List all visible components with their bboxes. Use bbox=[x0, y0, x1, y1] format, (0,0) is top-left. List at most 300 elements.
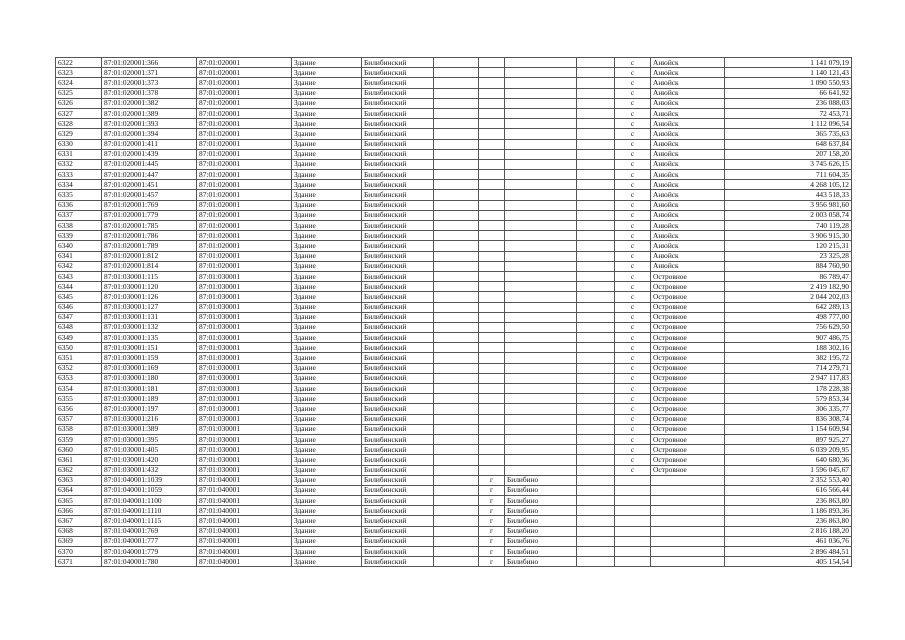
row-number-cell: 6346 bbox=[56, 302, 102, 312]
city-type-cell bbox=[479, 322, 505, 332]
city-name-cell: Билибино bbox=[505, 485, 577, 495]
settlement-name-cell bbox=[651, 516, 725, 526]
city-name-cell bbox=[505, 88, 577, 98]
empty-cell bbox=[577, 261, 615, 271]
cadastral-number-cell: 87:01:040001:1110 bbox=[102, 506, 197, 516]
city-name-cell bbox=[505, 58, 577, 68]
settlement-name-cell: Островное bbox=[651, 404, 725, 414]
cadastral-value-cell: 461 036,76 bbox=[725, 536, 852, 546]
row-number-cell: 6366 bbox=[56, 506, 102, 516]
settlement-type-cell: с bbox=[615, 139, 651, 149]
city-type-cell bbox=[479, 180, 505, 190]
city-name-cell: Билибино bbox=[505, 536, 577, 546]
settlement-name-cell bbox=[651, 485, 725, 495]
cadastral-number-cell: 87:01:030001:120 bbox=[102, 282, 197, 292]
cadastral-block-cell: 87:01:030001 bbox=[197, 465, 292, 475]
table-row bbox=[56, 455, 852, 465]
empty-cell bbox=[577, 292, 615, 302]
settlement-name-cell: Анюйск bbox=[651, 88, 725, 98]
settlement-name-cell bbox=[651, 506, 725, 516]
settlement-type-cell: с bbox=[615, 190, 651, 200]
cadastral-number-cell: 87:01:040001:1115 bbox=[102, 516, 197, 526]
table-row bbox=[56, 363, 852, 373]
row-number-cell: 6351 bbox=[56, 353, 102, 363]
empty-cell bbox=[434, 384, 479, 394]
cadastral-value-cell: 642 289,13 bbox=[725, 302, 852, 312]
cadastral-block-cell: 87:01:030001 bbox=[197, 292, 292, 302]
empty-cell bbox=[434, 159, 479, 169]
empty-cell bbox=[434, 475, 479, 485]
table-row bbox=[56, 190, 852, 200]
table-row bbox=[56, 261, 852, 271]
cadastral-block-cell: 87:01:040001 bbox=[197, 536, 292, 546]
empty-cell bbox=[434, 322, 479, 332]
empty-cell bbox=[577, 271, 615, 281]
cadastral-value-cell: 23 325,28 bbox=[725, 251, 852, 261]
cadastral-number-cell: 87:01:020001:371 bbox=[102, 68, 197, 78]
cadastral-block-cell: 87:01:040001 bbox=[197, 485, 292, 495]
settlement-name-cell: Островное bbox=[651, 434, 725, 444]
table-row bbox=[56, 302, 852, 312]
cadastral-block-cell: 87:01:040001 bbox=[197, 526, 292, 536]
cadastral-value-cell: 907 486,75 bbox=[725, 333, 852, 343]
cadastral-block-cell: 87:01:030001 bbox=[197, 322, 292, 332]
row-number-cell: 6367 bbox=[56, 516, 102, 526]
cadastral-value-cell: 2 044 202,03 bbox=[725, 292, 852, 302]
cadastral-block-cell: 87:01:040001 bbox=[197, 496, 292, 506]
object-type-cell: Здание bbox=[292, 129, 362, 139]
district-cell: Билибинский bbox=[362, 68, 434, 78]
settlement-name-cell: Островное bbox=[651, 455, 725, 465]
row-number-cell: 6340 bbox=[56, 241, 102, 251]
district-cell: Билибинский bbox=[362, 231, 434, 241]
empty-cell bbox=[434, 271, 479, 281]
city-name-cell bbox=[505, 231, 577, 241]
city-type-cell: г bbox=[479, 557, 505, 567]
city-type-cell bbox=[479, 414, 505, 424]
city-type-cell bbox=[479, 200, 505, 210]
row-number-cell: 6354 bbox=[56, 384, 102, 394]
city-type-cell: г bbox=[479, 536, 505, 546]
table-row bbox=[56, 343, 852, 353]
city-name-cell bbox=[505, 434, 577, 444]
settlement-name-cell: Анюйск bbox=[651, 221, 725, 231]
empty-cell bbox=[577, 343, 615, 353]
empty-cell bbox=[577, 251, 615, 261]
district-cell: Билибинский bbox=[362, 373, 434, 383]
object-type-cell: Здание bbox=[292, 485, 362, 495]
district-cell: Билибинский bbox=[362, 445, 434, 455]
district-cell: Билибинский bbox=[362, 506, 434, 516]
object-type-cell: Здание bbox=[292, 139, 362, 149]
cadastral-number-cell: 87:01:030001:126 bbox=[102, 292, 197, 302]
cadastral-block-cell: 87:01:030001 bbox=[197, 271, 292, 281]
empty-cell bbox=[434, 485, 479, 495]
row-number-cell: 6360 bbox=[56, 445, 102, 455]
empty-cell bbox=[434, 119, 479, 129]
city-name-cell bbox=[505, 404, 577, 414]
empty-cell bbox=[434, 241, 479, 251]
settlement-name-cell: Анюйск bbox=[651, 129, 725, 139]
district-cell: Билибинский bbox=[362, 526, 434, 536]
city-type-cell bbox=[479, 119, 505, 129]
empty-cell bbox=[577, 68, 615, 78]
empty-cell bbox=[577, 190, 615, 200]
empty-cell bbox=[434, 190, 479, 200]
cadastral-number-cell: 87:01:020001:786 bbox=[102, 231, 197, 241]
district-cell: Билибинский bbox=[362, 98, 434, 108]
settlement-name-cell: Островное bbox=[651, 292, 725, 302]
row-number-cell: 6331 bbox=[56, 149, 102, 159]
cadastral-value-cell: 1 596 045,67 bbox=[725, 465, 852, 475]
empty-cell bbox=[434, 261, 479, 271]
district-cell: Билибинский bbox=[362, 353, 434, 363]
district-cell: Билибинский bbox=[362, 475, 434, 485]
city-type-cell bbox=[479, 68, 505, 78]
table-row bbox=[56, 526, 852, 536]
district-cell: Билибинский bbox=[362, 496, 434, 506]
empty-cell bbox=[577, 139, 615, 149]
cadastral-number-cell: 87:01:030001:180 bbox=[102, 373, 197, 383]
table-row bbox=[56, 159, 852, 169]
district-cell: Билибинский bbox=[362, 455, 434, 465]
empty-cell bbox=[434, 312, 479, 322]
row-number-cell: 6359 bbox=[56, 434, 102, 444]
city-type-cell bbox=[479, 465, 505, 475]
settlement-type-cell: с bbox=[615, 241, 651, 251]
table-row bbox=[56, 445, 852, 455]
row-number-cell: 6334 bbox=[56, 180, 102, 190]
object-type-cell: Здание bbox=[292, 434, 362, 444]
cadastral-value-cell: 1 112 096,54 bbox=[725, 119, 852, 129]
empty-cell bbox=[434, 343, 479, 353]
city-name-cell bbox=[505, 78, 577, 88]
empty-cell bbox=[577, 180, 615, 190]
empty-cell bbox=[434, 496, 479, 506]
city-type-cell bbox=[479, 190, 505, 200]
object-type-cell: Здание bbox=[292, 506, 362, 516]
object-type-cell: Здание bbox=[292, 210, 362, 220]
empty-cell bbox=[577, 414, 615, 424]
object-type-cell: Здание bbox=[292, 547, 362, 557]
empty-cell bbox=[434, 465, 479, 475]
empty-cell bbox=[577, 516, 615, 526]
cadastral-block-cell: 87:01:040001 bbox=[197, 506, 292, 516]
city-name-cell bbox=[505, 343, 577, 353]
city-name-cell bbox=[505, 159, 577, 169]
object-type-cell: Здание bbox=[292, 180, 362, 190]
settlement-type-cell: с bbox=[615, 159, 651, 169]
city-name-cell bbox=[505, 129, 577, 139]
city-name-cell bbox=[505, 180, 577, 190]
empty-cell bbox=[434, 363, 479, 373]
row-number-cell: 6328 bbox=[56, 119, 102, 129]
empty-cell bbox=[577, 221, 615, 231]
cadastral-value-cell: 1 140 121,43 bbox=[725, 68, 852, 78]
settlement-type-cell: с bbox=[615, 384, 651, 394]
cadastral-value-cell: 2 352 553,40 bbox=[725, 475, 852, 485]
cadastral-block-cell: 87:01:030001 bbox=[197, 363, 292, 373]
empty-cell bbox=[577, 536, 615, 546]
district-cell: Билибинский bbox=[362, 363, 434, 373]
city-name-cell bbox=[505, 282, 577, 292]
empty-cell bbox=[434, 68, 479, 78]
settlement-type-cell: с bbox=[615, 363, 651, 373]
object-type-cell: Здание bbox=[292, 526, 362, 536]
table-row bbox=[56, 119, 852, 129]
settlement-type-cell: с bbox=[615, 251, 651, 261]
table-row bbox=[56, 394, 852, 404]
object-type-cell: Здание bbox=[292, 312, 362, 322]
cadastral-number-cell: 87:01:020001:769 bbox=[102, 200, 197, 210]
table-row bbox=[56, 241, 852, 251]
object-type-cell: Здание bbox=[292, 424, 362, 434]
cadastral-block-cell: 87:01:030001 bbox=[197, 333, 292, 343]
object-type-cell: Здание bbox=[292, 190, 362, 200]
cadastral-block-cell: 87:01:030001 bbox=[197, 455, 292, 465]
city-type-cell bbox=[479, 343, 505, 353]
cadastral-value-cell: 1 141 079,19 bbox=[725, 58, 852, 68]
settlement-name-cell: Островное bbox=[651, 445, 725, 455]
empty-cell bbox=[577, 322, 615, 332]
object-type-cell: Здание bbox=[292, 333, 362, 343]
row-number-cell: 6323 bbox=[56, 68, 102, 78]
cadastral-block-cell: 87:01:030001 bbox=[197, 424, 292, 434]
table-row bbox=[56, 58, 852, 68]
district-cell: Билибинский bbox=[362, 139, 434, 149]
cadastral-block-cell: 87:01:040001 bbox=[197, 475, 292, 485]
city-name-cell bbox=[505, 271, 577, 281]
empty-cell bbox=[577, 424, 615, 434]
cadastral-block-cell: 87:01:020001 bbox=[197, 129, 292, 139]
empty-cell bbox=[434, 302, 479, 312]
table-row bbox=[56, 547, 852, 557]
table-row bbox=[56, 353, 852, 363]
city-name-cell bbox=[505, 170, 577, 180]
cadastral-number-cell: 87:01:020001:451 bbox=[102, 180, 197, 190]
settlement-name-cell: Анюйск bbox=[651, 261, 725, 271]
settlement-type-cell: с bbox=[615, 200, 651, 210]
district-cell: Билибинский bbox=[362, 485, 434, 495]
settlement-type-cell: с bbox=[615, 119, 651, 129]
city-name-cell: Билибино bbox=[505, 557, 577, 567]
settlement-type-cell: с bbox=[615, 455, 651, 465]
row-number-cell: 6345 bbox=[56, 292, 102, 302]
cadastral-value-cell: 66 641,92 bbox=[725, 88, 852, 98]
city-type-cell bbox=[479, 78, 505, 88]
cadastral-number-cell: 87:01:040001:779 bbox=[102, 547, 197, 557]
settlement-type-cell bbox=[615, 506, 651, 516]
cadastral-number-cell: 87:01:020001:457 bbox=[102, 190, 197, 200]
cadastral-value-cell: 207 158,20 bbox=[725, 149, 852, 159]
table-row bbox=[56, 292, 852, 302]
row-number-cell: 6322 bbox=[56, 58, 102, 68]
empty-cell bbox=[434, 108, 479, 118]
settlement-type-cell: с bbox=[615, 333, 651, 343]
cadastral-block-cell: 87:01:040001 bbox=[197, 516, 292, 526]
empty-cell bbox=[577, 353, 615, 363]
empty-cell bbox=[577, 496, 615, 506]
cadastral-value-cell: 4 268 105,12 bbox=[725, 180, 852, 190]
settlement-type-cell: с bbox=[615, 353, 651, 363]
city-type-cell bbox=[479, 384, 505, 394]
object-type-cell: Здание bbox=[292, 536, 362, 546]
row-number-cell: 6350 bbox=[56, 343, 102, 353]
city-name-cell bbox=[505, 363, 577, 373]
table-row bbox=[56, 312, 852, 322]
row-number-cell: 6326 bbox=[56, 98, 102, 108]
settlement-name-cell: Островное bbox=[651, 465, 725, 475]
cadastral-value-cell: 236 088,03 bbox=[725, 98, 852, 108]
cadastral-number-cell: 87:01:020001:366 bbox=[102, 58, 197, 68]
table-row bbox=[56, 404, 852, 414]
settlement-name-cell: Островное bbox=[651, 363, 725, 373]
cadastral-number-cell: 87:01:020001:785 bbox=[102, 221, 197, 231]
empty-cell bbox=[577, 547, 615, 557]
empty-cell bbox=[434, 282, 479, 292]
district-cell: Билибинский bbox=[362, 414, 434, 424]
settlement-type-cell: с bbox=[615, 180, 651, 190]
city-type-cell bbox=[479, 139, 505, 149]
cadastral-block-cell: 87:01:020001 bbox=[197, 78, 292, 88]
row-number-cell: 6327 bbox=[56, 108, 102, 118]
district-cell: Билибинский bbox=[362, 129, 434, 139]
settlement-name-cell: Анюйск bbox=[651, 200, 725, 210]
table-row bbox=[56, 333, 852, 343]
cadastral-block-cell: 87:01:020001 bbox=[197, 170, 292, 180]
object-type-cell: Здание bbox=[292, 343, 362, 353]
city-name-cell bbox=[505, 241, 577, 251]
object-type-cell: Здание bbox=[292, 363, 362, 373]
city-name-cell: Билибино bbox=[505, 526, 577, 536]
cadastral-block-cell: 87:01:030001 bbox=[197, 394, 292, 404]
city-type-cell: г bbox=[479, 475, 505, 485]
settlement-type-cell: с bbox=[615, 58, 651, 68]
object-type-cell: Здание bbox=[292, 322, 362, 332]
city-name-cell bbox=[505, 302, 577, 312]
cadastral-block-cell: 87:01:020001 bbox=[197, 119, 292, 129]
cadastral-value-cell: 405 154,54 bbox=[725, 557, 852, 567]
city-name-cell bbox=[505, 353, 577, 363]
city-type-cell bbox=[479, 271, 505, 281]
city-type-cell: г bbox=[479, 547, 505, 557]
city-name-cell bbox=[505, 384, 577, 394]
cadastral-block-cell: 87:01:020001 bbox=[197, 159, 292, 169]
table-row bbox=[56, 465, 852, 475]
empty-cell bbox=[577, 485, 615, 495]
city-name-cell bbox=[505, 373, 577, 383]
settlement-name-cell bbox=[651, 496, 725, 506]
city-name-cell bbox=[505, 119, 577, 129]
object-type-cell: Здание bbox=[292, 149, 362, 159]
cadastral-block-cell: 87:01:020001 bbox=[197, 200, 292, 210]
table-row bbox=[56, 271, 852, 281]
cadastral-number-cell: 87:01:030001:216 bbox=[102, 414, 197, 424]
settlement-name-cell bbox=[651, 557, 725, 567]
district-cell: Билибинский bbox=[362, 149, 434, 159]
settlement-name-cell: Анюйск bbox=[651, 98, 725, 108]
table-row bbox=[56, 231, 852, 241]
object-type-cell: Здание bbox=[292, 475, 362, 485]
cadastral-number-cell: 87:01:030001:405 bbox=[102, 445, 197, 455]
cadastral-number-cell: 87:01:020001:812 bbox=[102, 251, 197, 261]
table-row bbox=[56, 282, 852, 292]
cadastral-block-cell: 87:01:040001 bbox=[197, 547, 292, 557]
settlement-type-cell: с bbox=[615, 149, 651, 159]
city-type-cell bbox=[479, 302, 505, 312]
city-name-cell bbox=[505, 261, 577, 271]
settlement-type-cell bbox=[615, 547, 651, 557]
empty-cell bbox=[577, 475, 615, 485]
cadastral-value-cell: 579 853,34 bbox=[725, 394, 852, 404]
settlement-name-cell: Анюйск bbox=[651, 108, 725, 118]
cadastral-block-cell: 87:01:020001 bbox=[197, 139, 292, 149]
table-row bbox=[56, 251, 852, 261]
settlement-type-cell: с bbox=[615, 343, 651, 353]
empty-cell bbox=[434, 547, 479, 557]
cadastral-block-cell: 87:01:020001 bbox=[197, 210, 292, 220]
settlement-name-cell: Анюйск bbox=[651, 210, 725, 220]
district-cell: Билибинский bbox=[362, 384, 434, 394]
city-type-cell bbox=[479, 333, 505, 343]
empty-cell bbox=[577, 231, 615, 241]
object-type-cell: Здание bbox=[292, 88, 362, 98]
empty-cell bbox=[434, 210, 479, 220]
cadastral-value-cell: 382 195,72 bbox=[725, 353, 852, 363]
empty-cell bbox=[434, 129, 479, 139]
city-type-cell bbox=[479, 108, 505, 118]
cadastral-number-cell: 87:01:030001:131 bbox=[102, 312, 197, 322]
district-cell: Билибинский bbox=[362, 88, 434, 98]
district-cell: Билибинский bbox=[362, 343, 434, 353]
empty-cell bbox=[434, 58, 479, 68]
settlement-type-cell: с bbox=[615, 88, 651, 98]
city-type-cell bbox=[479, 149, 505, 159]
district-cell: Билибинский bbox=[362, 312, 434, 322]
settlement-name-cell: Анюйск bbox=[651, 251, 725, 261]
cadastral-block-cell: 87:01:030001 bbox=[197, 434, 292, 444]
empty-cell bbox=[577, 108, 615, 118]
empty-cell bbox=[434, 394, 479, 404]
settlement-name-cell: Анюйск bbox=[651, 139, 725, 149]
district-cell: Билибинский bbox=[362, 241, 434, 251]
empty-cell bbox=[434, 139, 479, 149]
cadastral-block-cell: 87:01:020001 bbox=[197, 251, 292, 261]
table-row bbox=[56, 506, 852, 516]
cadastral-number-cell: 87:01:030001:127 bbox=[102, 302, 197, 312]
empty-cell bbox=[434, 231, 479, 241]
settlement-type-cell: с bbox=[615, 424, 651, 434]
row-number-cell: 6364 bbox=[56, 485, 102, 495]
settlement-name-cell: Островное bbox=[651, 384, 725, 394]
object-type-cell: Здание bbox=[292, 251, 362, 261]
settlement-name-cell: Островное bbox=[651, 394, 725, 404]
district-cell: Билибинский bbox=[362, 271, 434, 281]
object-type-cell: Здание bbox=[292, 282, 362, 292]
empty-cell bbox=[434, 506, 479, 516]
empty-cell bbox=[434, 170, 479, 180]
cadastral-value-cell: 1 090 550,93 bbox=[725, 78, 852, 88]
cadastral-number-cell: 87:01:030001:197 bbox=[102, 404, 197, 414]
city-type-cell bbox=[479, 363, 505, 373]
settlement-type-cell bbox=[615, 475, 651, 485]
settlement-name-cell: Анюйск bbox=[651, 149, 725, 159]
settlement-name-cell: Анюйск bbox=[651, 68, 725, 78]
row-number-cell: 6371 bbox=[56, 557, 102, 567]
city-name-cell bbox=[505, 221, 577, 231]
cadastral-number-cell: 87:01:020001:393 bbox=[102, 119, 197, 129]
settlement-name-cell: Анюйск bbox=[651, 119, 725, 129]
